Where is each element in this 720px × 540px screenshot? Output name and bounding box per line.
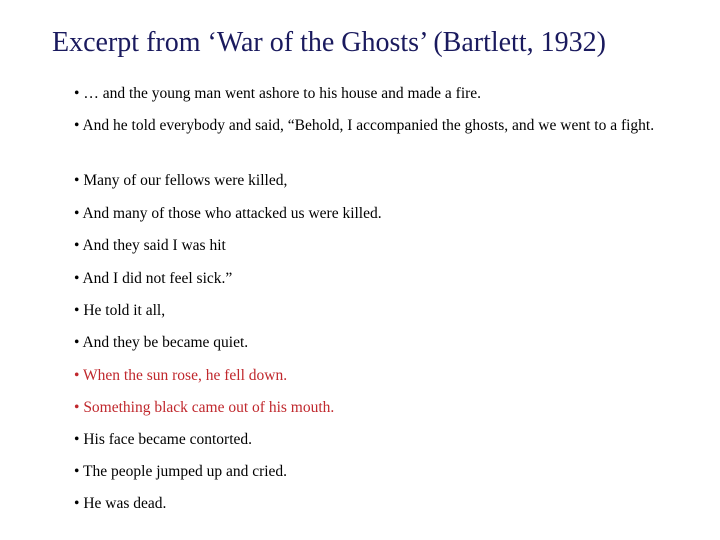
slide-title: Excerpt from ‘War of the Ghosts’ (Bartlett, 1932): [52, 27, 606, 58]
bullet-item: [74, 267, 694, 290]
bullet-text: And they said I was hit: [82, 237, 226, 254]
bullet-dot: •: [74, 205, 80, 222]
bullet-dot: •: [74, 85, 80, 102]
bullet-text: His face became contorted.: [83, 431, 253, 448]
bullet-dot: •: [74, 172, 80, 189]
bullet-text: Something black came out of his mouth.: [83, 399, 335, 416]
bullet-text: He was dead.: [83, 495, 167, 512]
bullet-item: [74, 492, 694, 515]
bullet-dot: •: [74, 399, 80, 416]
bullet-text: When the sun rose, he fell down.: [83, 367, 288, 384]
bullet-text: He told it all,: [83, 302, 166, 319]
bullet-dot: •: [74, 237, 80, 254]
bullet-item: [74, 331, 694, 354]
bullet-dot: •: [74, 495, 80, 512]
bullet-text: The people jumped up and cried.: [83, 463, 288, 480]
bullet-item: [74, 428, 694, 451]
bullet-item: [74, 82, 694, 105]
bullet-dot: •: [74, 367, 80, 384]
bullet-text: And many of those who attacked us were killed.: [82, 205, 382, 222]
bullet-item-highlight: [74, 396, 694, 419]
bullet-text: … and the young man went ashore to his house and made a fire.: [83, 85, 482, 102]
bullet-dot: •: [74, 270, 80, 287]
bullet-item: [74, 202, 694, 225]
bullet-item: [74, 299, 694, 322]
bullet-dot: •: [74, 302, 80, 319]
bullet-dot: •: [74, 463, 80, 480]
bullet-item: [74, 460, 694, 483]
bullet-text: Many of our fellows were killed,: [83, 172, 288, 189]
bullet-item: [74, 114, 694, 137]
bullet-text: And I did not feel sick.”: [82, 270, 233, 287]
bullet-item: [74, 234, 694, 257]
bullet-dot: •: [74, 431, 80, 448]
bullet-item: [74, 169, 694, 192]
bullet-dot: •: [74, 117, 80, 134]
bullet-text: And they be became quiet.: [82, 334, 249, 351]
bullet-text: And he told everybody and said, “Behold, I accompanied the ghosts, and we went to a fight.: [82, 117, 655, 134]
bullet-item-highlight: [74, 364, 694, 387]
bullet-dot: •: [74, 334, 80, 351]
